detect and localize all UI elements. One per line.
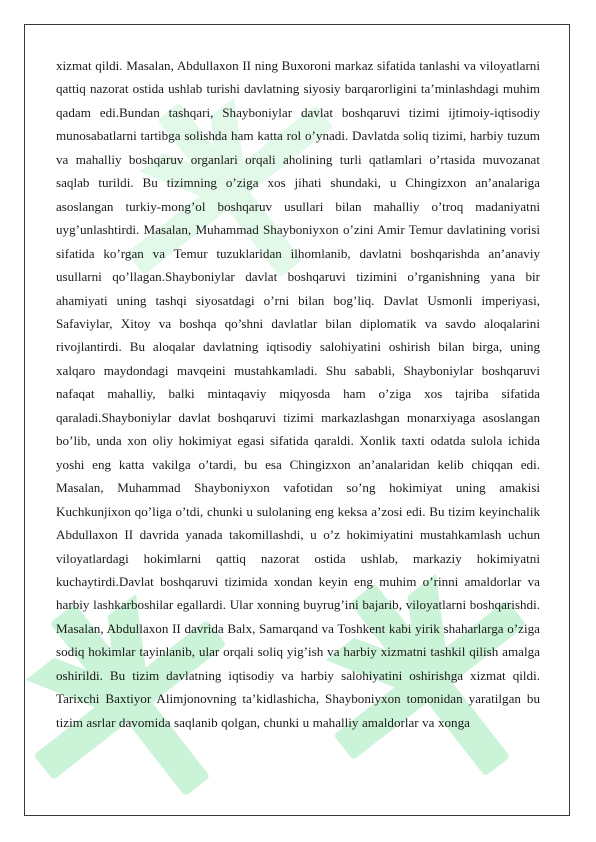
body-paragraph: xizmat qildi. Masalan, Abdullaxon II ning Buxoroni markaz sifatida tanlashi va viloyatlarni qattiq nazorat ostida ushlab turishi davlatning siyosiy barqarorligini ta’minlashdagi muhim qadam edi.Bundan tashqari, Shayboniylar davlat boshqaruvi tizimi ijtimoiy-iqtisodiy munosabatlarni tartibga solishda ham katta rol o’ynadi. Davlatda soliq tizimi, harbiy tuzum va mahalliy boshqaruv organlari orqali aholining turli qatlamlari o’rtasida muvozanat saqlab turildi. Bu tizimning o’ziga xos jihati shundaki, u Chingizxon an’analariga asoslangan turkiy-mong’ol boshqaruv usullari bilan mahalliy o’troq madaniyatni uyg’unlashtirdi. Masalan, Muhammad Shayboniyxon o’zini Amir Temur davlatining vorisi sifatida ko’rgan va Temur tuzuklaridan ilhomlanib, davlatni boshqarishda an’anaviy usullarni qo’llagan.Shayboniylar davlat boshqaruvi tizimini o’rganishning yana bir ahamiyati uning tashqi siyosatdagi o’rni bilan bog’liq. Davlat Usmonli imperiyasi, Safaviylar, Xitoy va boshqa qo’shni davlatlar bilan diplomatik va savdo aloqalarini rivojlantirdi. Bu aloqalar davlatning iqtisodiy salohiyatini oshirish bilan birga, uning xalqaro maydondagi mavqeini mustahkamladi. Shu sababli, Shayboniylar boshqaruvi nafaqat mahalliy, balki mintaqaviy miqyosda ham o’ziga xos tajriba sifatida qaraladi.Shayboniylar davlat boshqaruvi tizimi markazlashgan monarxiyaga asoslangan bo’lib, unda xon oliy hokimiyat egasi sifatida qaraldi. Xonlik taxti odatda sulola ichida yoshi eng katta vakilga o’tardi, bu esa Chingizxon an’analaridan kelib chiqqan edi. Masalan, Muhammad Shayboniyxon vafotidan so’ng hokimiyat uning amakisi Kuchkunjixon qo’liga o’tdi, chunki u sulolaning eng keksa a’zosi edi. Bu tizim keyinchalik Abdullaxon II davrida yanada takomillashdi, u o’z hokimiyatini mustahkamlash uchun viloyatlardagi hokimlarni qattiq nazorat ostida ushlab, markaziy hokimiyatni kuchaytirdi.Davlat boshqaruvi tizimida xondan keyin eng muhim o’rinni amaldorlar va harbiy lashkarboshilar egallardi. Ular xonning buyrug’ini bajarib, viloyatlarni boshqarishdi. Masalan, Abdullaxon II davrida Balx, Samarqand va Toshkent kabi yirik shaharlarga o’ziga sodiq hokimlar tayinlanib, ular orqali soliq yig’ish va harbiy xizmatni tashkil qilish amalga oshirildi. Bu tizim davlatning iqtisodiy va harbiy salohiyatini oshirishga xizmat qildi. Tarixchi Baxtiyor Alimjonovning ta’kidlashicha, Shayboniyxon tomonidan yaratilgan bu tizim asrlar davomida saqlanib qolgan, chunki u mahalliy amaldorlar va xonga [56,58,540,730]
